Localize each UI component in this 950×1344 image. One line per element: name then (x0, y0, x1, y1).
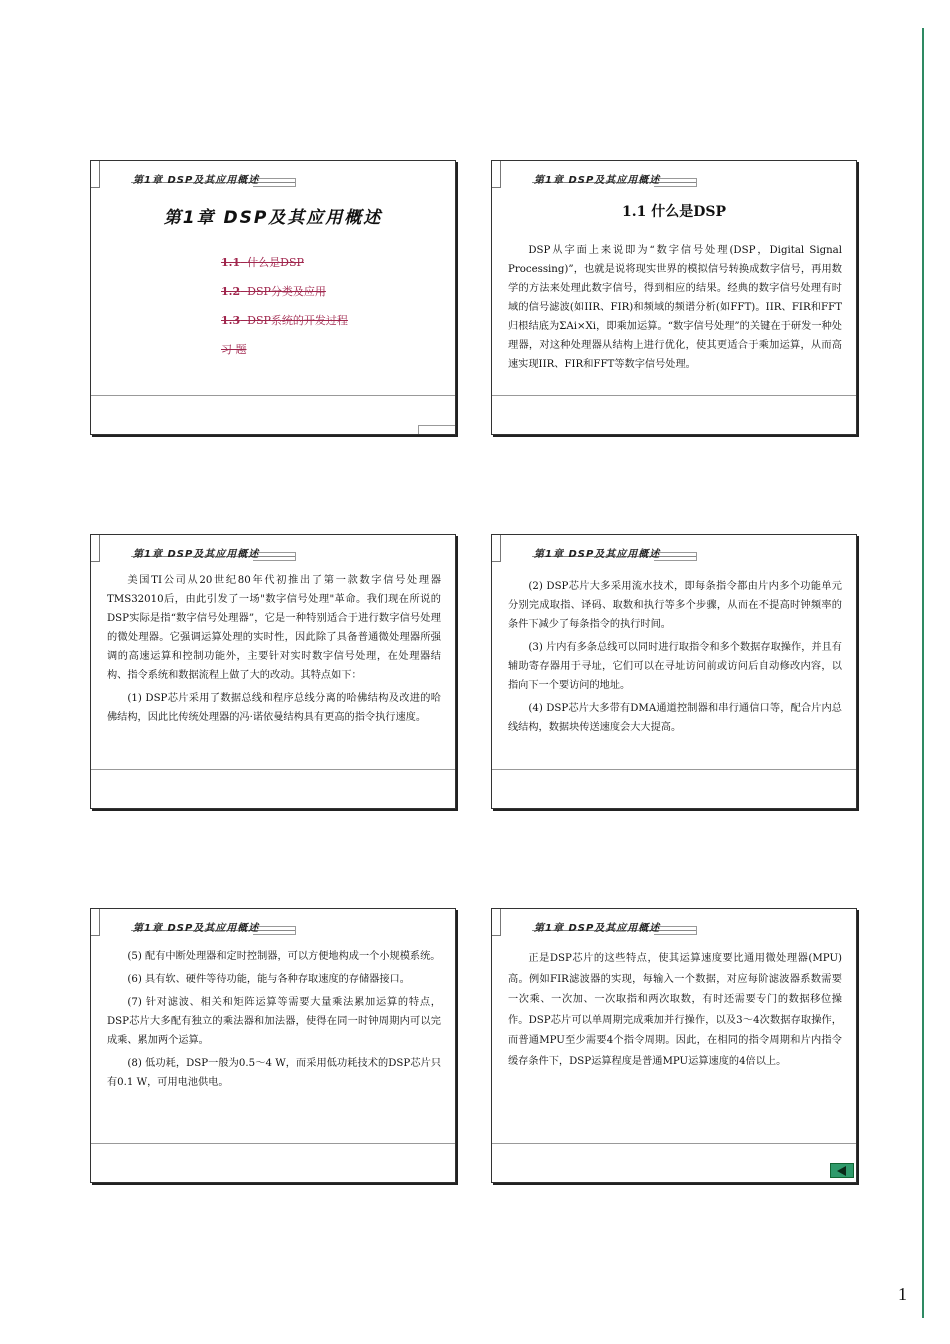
slide-6 (491, 908, 857, 1183)
slide-body (107, 947, 441, 1096)
section-title: 1.1 什么是DSP (621, 204, 726, 220)
slide-header: 第1章 DSP及其应用概述 (534, 175, 661, 186)
slide-header: 第1章 DSP及其应用概述 (133, 923, 260, 934)
paragraph: 正是DSP芯片的这些特点，使其运算速度要比通用微处理器(MPU)高。例如FIR滤波器的实现，每输入一个数据，对应每阶滤波器系数需要一次乘、一次加、一次取指和两次取数，有时还需要专门的数据移位操作。DSP芯片可以单周期完成乘加并行操作，以及3～4次数据存取操作，而普通MPU至少需要4个指令周期。因此，在相同的指令周期和片内指令缓存条件下，DSP运算程度是普通MPU运算速度的4倍以上。 (508, 953, 842, 1067)
paragraph: (7) 针对滤波、相关和矩阵运算等需要大量乘法累加运算的特点，DSP芯片大多配有独立的乘法器和加法器，使得在同一时钟周期内可以完成乘、累加两个运算。 (107, 997, 441, 1046)
paragraph: (3) 片内有多条总线可以同时进行取指令和多个数据存取操作，并且有辅助寄存器用于寻址，它们可以在寻址访问前或访问后自动修改内容，以指向下一个要访问的地址。 (508, 642, 842, 691)
margin-rule (922, 28, 924, 1318)
slide-body (508, 241, 842, 378)
back-arrow-icon (837, 1166, 846, 1176)
slide-header: 第1章 DSP及其应用概述 (133, 175, 260, 186)
paragraph: (6) 具有软、硬件等待功能，能与各种存取速度的存储器接口。 (127, 974, 410, 985)
chapter-title: 第1章 DSP及其应用概述 (163, 208, 383, 228)
slide-header: 第1章 DSP及其应用概述 (133, 549, 260, 560)
paragraph: 美国TI公司从20世纪80年代初推出了第一款数字信号处理器TMS32010后，由此引发了一场"数字信号处理"革命。我们现在所说的DSP实际是指“数字信号处理器”，它是一种特别适合于进行数字信号处理的微处理器。它强调运算处理的实时性，因此除了具备普通微处理器所强调的高速运算和控制功能外，主要针对实时数字信号处理，在处理器结构、指令系统和数据流程上做了大的改动。其特点如下： (107, 575, 441, 681)
slide-body (107, 571, 441, 731)
slide-header: 第1章 DSP及其应用概述 (534, 549, 661, 560)
paragraph: (2) DSP芯片大多采用流水技术，即每条指令都由片内多个功能单元分别完成取指、译码、取数和执行等多个步骤，从而在不提高时钟频率的条件下减少了每条指令的执行时间。 (508, 581, 842, 630)
paragraph: (8) 低功耗，DSP一般为0.5～4 W，而采用低功耗技术的DSP芯片只有0.1 W，可用电池供电。 (107, 1058, 441, 1088)
slide-header: 第1章 DSP及其应用概述 (534, 923, 661, 934)
paragraph: DSP从字面上来说即为“数字信号处理(DSP，Digital Signal Processing)”，也就是说将现实世界的模拟信号转换成数字信号，再用数学的方法来处理此数字信号，得到相应的结果。经典的数字信号处理有时域的信号滤波(如IIR、FIR)和频域的频谱分析(如FFT)。IIR、FIR和FFT归根结底为ΣAi×Xi，即乘加运算。“数字信号处理”的关键在于研发一种处理器，对这种处理器从结构上进行优化，使其更适合于乘加运算，从而高速实现IIR、FIR和FFT等数字信号处理。 (508, 245, 842, 370)
slide-5 (90, 908, 456, 1183)
table-of-contents (221, 255, 348, 371)
paragraph: (5) 配有中断处理器和定时控制器，可以方便地构成一个小规模系统。 (127, 951, 441, 962)
slide-body (508, 949, 842, 1076)
paragraph: (4) DSP芯片大多带有DMA通道控制器和串行通信口等，配合片内总线结构，数据块传送速度会大大提高。 (508, 703, 842, 733)
slide-1 (90, 160, 456, 435)
page-number: 1 (898, 1284, 907, 1304)
slide-body (508, 577, 842, 741)
back-arrow-button[interactable] (830, 1163, 854, 1178)
toc-item-1-1[interactable]: 1.1 什么是DSP (221, 256, 304, 269)
paragraph: (1) DSP芯片采用了数据总线和程序总线分离的哈佛结构及改进的哈佛结构，因此比传统处理器的冯·诺依曼结构具有更高的指令执行速度。 (107, 693, 441, 723)
slide-3 (90, 534, 456, 809)
toc-item-1-2[interactable]: 1.2 DSP分类及应用 (221, 285, 326, 298)
slide-4 (491, 534, 857, 809)
toc-item-1-3[interactable]: 1.3 DSP系统的开发过程 (221, 314, 348, 327)
slide-2 (491, 160, 857, 435)
toc-item-exercises[interactable]: 习 题 (221, 343, 247, 356)
